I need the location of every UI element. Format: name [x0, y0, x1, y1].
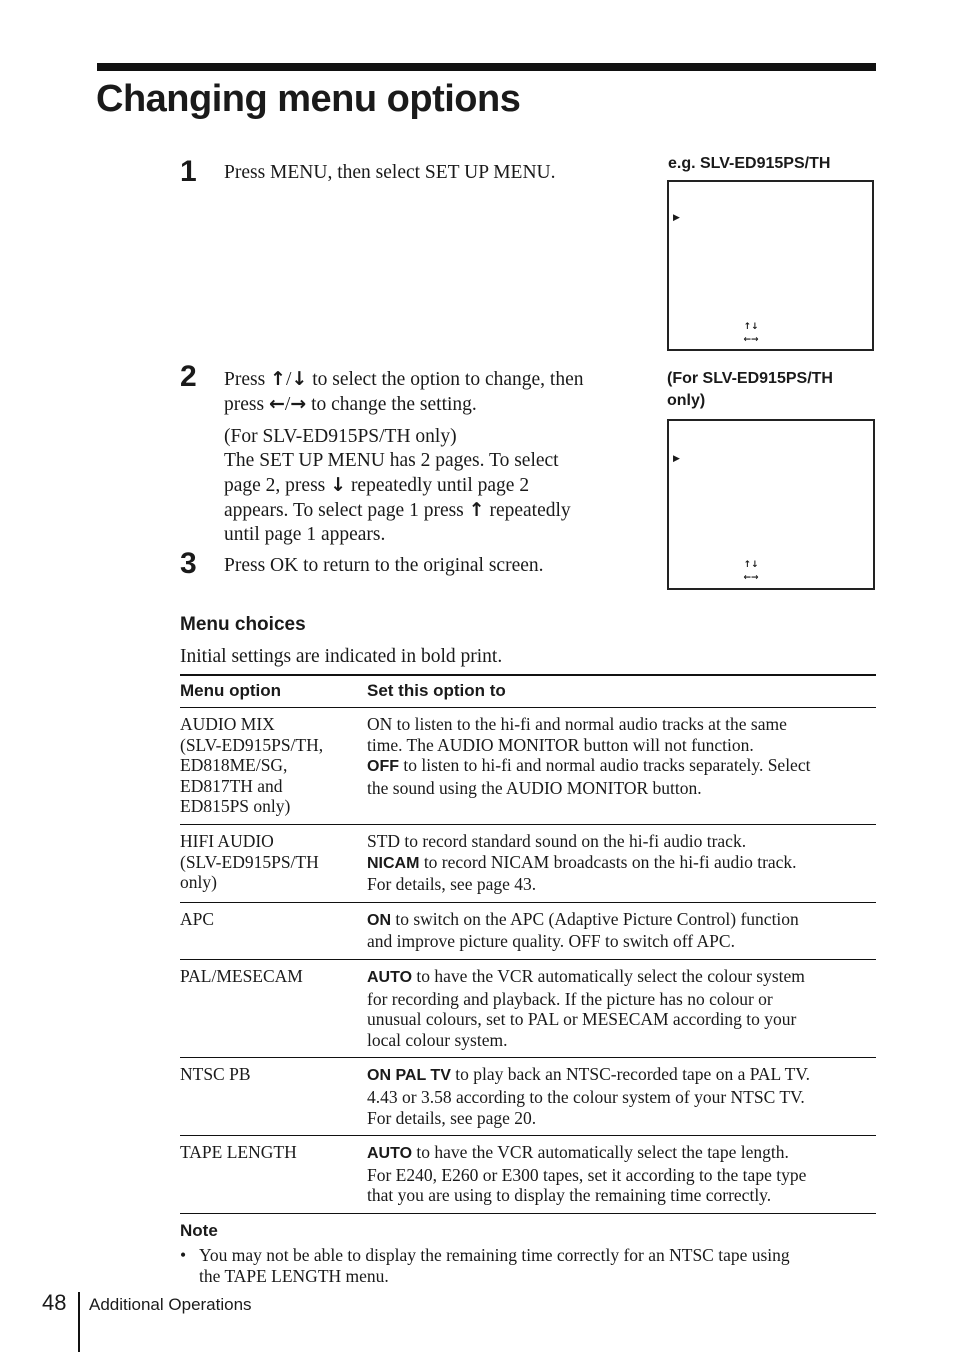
step-2-number: 2	[180, 360, 197, 393]
setting-description-cell: AUTO to have the VCR automatically select the colour system for recording and playback. If the picture has no colour or unusual colours, set to PAL or MESECAM according to your local colour system.	[367, 959, 876, 1057]
setting-description-cell: ON to listen to the hi-fi and normal audio tracks at the same time. The AUDIO MONITOR button will not function. OFF to listen to hi-fi and normal audio tracks separately. Select the sound using the AUDIO MONITOR button.	[367, 708, 876, 825]
up-down-arrows-icon: ↑↓	[743, 322, 759, 332]
left-arrow-icon: ←	[268, 393, 285, 415]
up-arrow-icon: ↑	[270, 368, 286, 390]
step-3-number: 3	[180, 547, 197, 580]
footer-divider	[78, 1292, 80, 1352]
step-2-text	[224, 367, 654, 547]
step-2-line-1: Press ↑/↓ to select the option to change, then	[224, 368, 584, 390]
down-arrow-icon: ↓	[330, 474, 347, 496]
cursor-icon: ▶	[673, 213, 680, 223]
step-2-note-line-1: (For SLV-ED915PS/TH only)	[224, 426, 457, 447]
menu-option-cell: AUDIO MIX (SLV-ED915PS/TH, ED818ME/SG, ED817TH and ED815PS only)	[180, 708, 367, 825]
menu-screen-figure-2	[667, 419, 875, 590]
menu-option-cell: TAPE LENGTH	[180, 1136, 367, 1214]
table-row	[180, 824, 876, 902]
menu-option-cell: HIFI AUDIO (SLV-ED915PS/TH only)	[180, 824, 367, 902]
cursor-icon: ▶	[673, 454, 680, 464]
page-number: 48	[42, 1290, 67, 1315]
menu-choices-intro: Initial settings are indicated in bold print.	[180, 646, 503, 667]
step-2-note-line-2: The SET UP MENU has 2 pages. To select	[224, 450, 559, 471]
step-3-text: Press OK to return to the original screen.	[224, 555, 544, 576]
menu-choices-table	[180, 674, 876, 1214]
setting-description-cell: STD to record standard sound on the hi-fi audio track. NICAM to record NICAM broadcasts on the hi-fi audio track. For details, see page 43.	[367, 824, 876, 902]
table-row	[180, 902, 876, 959]
column-header-setting: Set this option to	[367, 675, 876, 708]
note-text: You may not be able to display the remaining time correctly for an NTSC tape using the TAPE LENGTH menu.	[199, 1245, 790, 1286]
up-down-arrows-icon: ↑↓	[743, 560, 759, 570]
left-right-arrows-icon: ←→	[743, 573, 759, 583]
page-title: Changing menu options	[96, 78, 521, 120]
table-row	[180, 708, 876, 825]
setting-description-cell: AUTO to have the VCR automatically select the tape length. For E240, E260 or E300 tapes, set it according to the tape type that you are using to display the remaining time correctly.	[367, 1136, 876, 1214]
step-2-note-line-5: until page 1 appears.	[224, 524, 386, 545]
left-right-arrows-icon: ←→	[743, 335, 759, 345]
down-arrow-icon: ↓	[291, 368, 308, 390]
top-rule	[97, 63, 876, 71]
note-heading: Note	[180, 1221, 218, 1240]
footer-section-name: Additional Operations	[89, 1295, 252, 1314]
figure-2-caption: (For SLV-ED915PS/TH only)	[667, 370, 833, 409]
menu-option-cell: PAL/MESECAM	[180, 959, 367, 1057]
table-row	[180, 1136, 876, 1214]
step-1-number: 1	[180, 155, 197, 188]
table-row	[180, 1058, 876, 1136]
table-header-row	[180, 675, 876, 708]
menu-option-cell: APC	[180, 902, 367, 959]
menu-option-cell: NTSC PB	[180, 1058, 367, 1136]
figure-1-caption: e.g. SLV-ED915PS/TH	[668, 155, 831, 172]
table-row	[180, 959, 876, 1057]
column-header-option: Menu option	[180, 675, 367, 708]
step-2-note-line-3: page 2, press ↓ repeatedly until page 2	[224, 474, 530, 496]
right-arrow-icon: →	[290, 393, 307, 415]
step-1-text: Press MENU, then select SET UP MENU.	[224, 162, 556, 183]
menu-screen-figure-1	[667, 180, 874, 351]
up-arrow-icon: ↑	[468, 499, 485, 521]
step-2-note-line-4: appears. To select page 1 press ↑ repeatedly	[224, 499, 571, 521]
setting-description-cell: ON PAL TV to play back an NTSC-recorded tape on a PAL TV. 4.43 or 3.58 according to the colour system of your NTSC TV. For details, see page 20.	[367, 1058, 876, 1136]
bullet-icon: •	[180, 1245, 187, 1265]
menu-choices-heading: Menu choices	[180, 614, 306, 635]
step-2-line-2: press ←/→ to change the setting.	[224, 393, 477, 415]
setting-description-cell: ON to switch on the APC (Adaptive Picture Control) function and improve picture quality. OFF to switch off APC.	[367, 902, 876, 959]
